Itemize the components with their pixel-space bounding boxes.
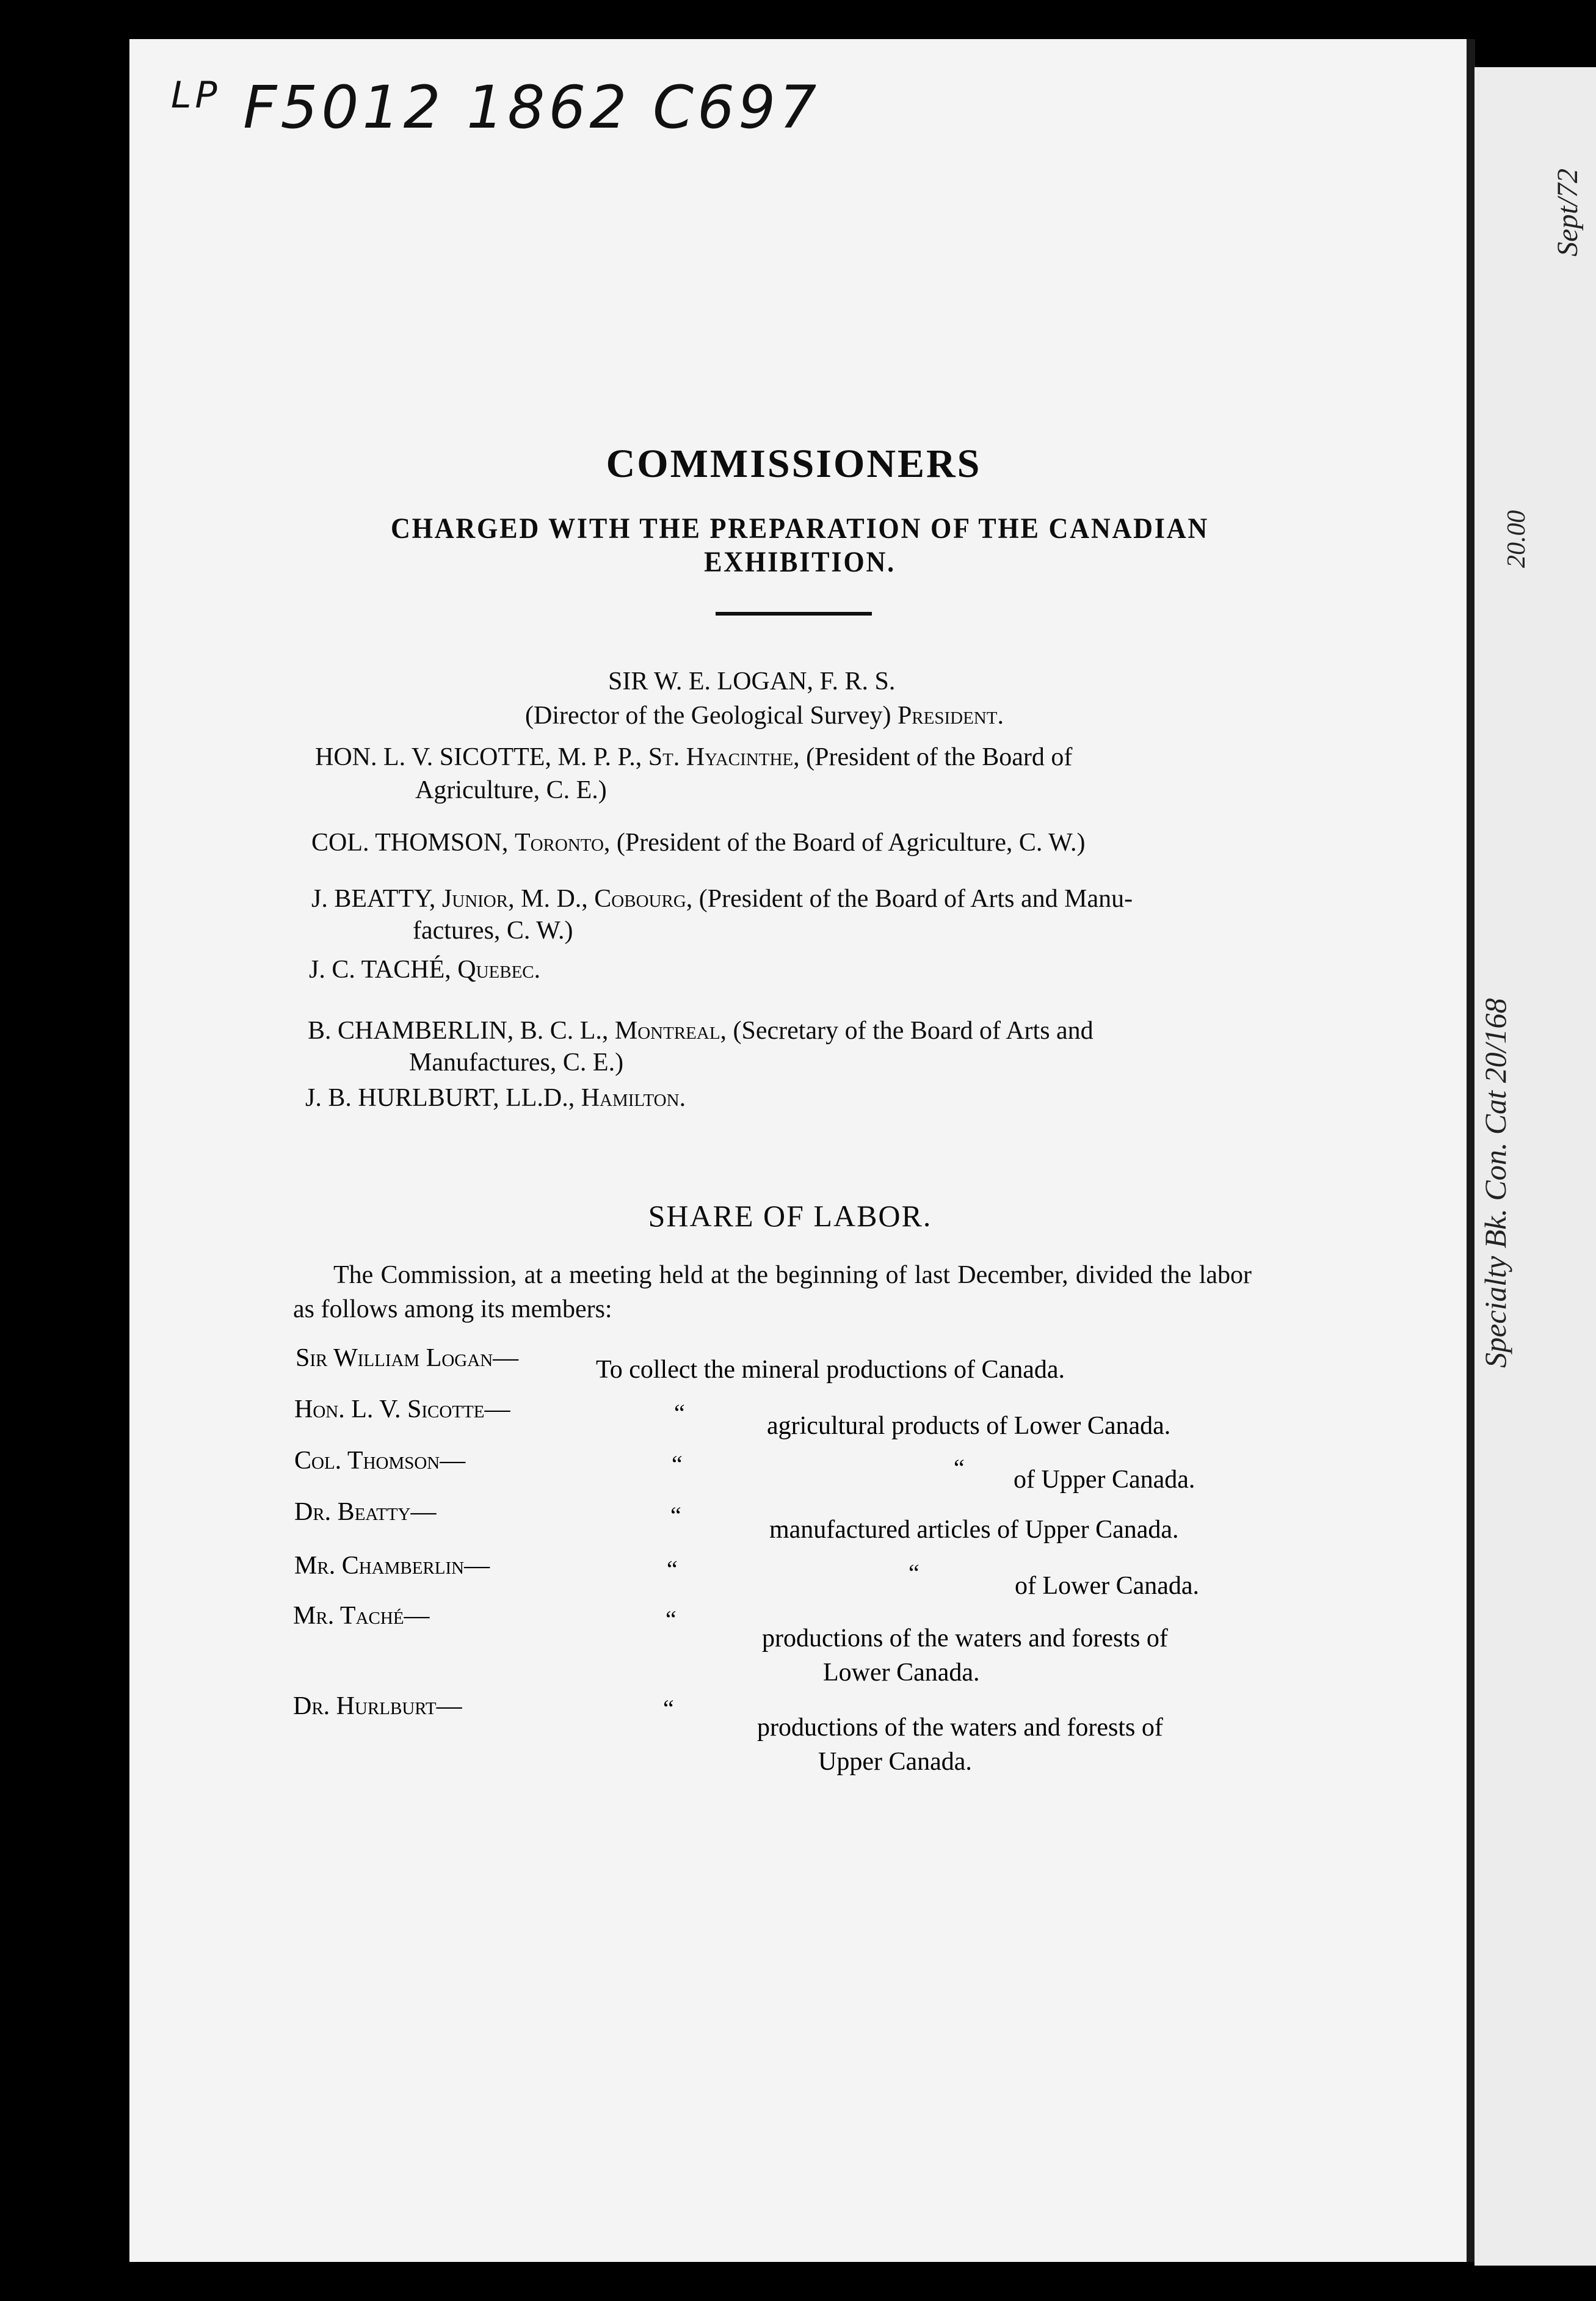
labor-assignment-cont: Lower Canada. <box>823 1659 980 1687</box>
ditto-mark: “ <box>666 1605 676 1633</box>
labor-member: Mr. Chamberlin— <box>294 1552 490 1580</box>
call-number-text: F5012 1862 C697 <box>243 73 821 142</box>
commissioner-name: J. BEATTY, <box>311 885 436 913</box>
commissioner-detail: (Secretary of the Board of Arts and <box>733 1017 1094 1045</box>
commissioner-place: Hamilton. <box>581 1084 686 1112</box>
commissioner-detail: (Director of the Geological Survey) <box>525 702 891 730</box>
intro-paragraph: The Commission, at a meeting held at the beginning of last December, divided the labor as follows among its members: <box>293 1261 1252 1323</box>
labor-assignment-cont: Upper Canada. <box>818 1748 972 1776</box>
labor-assignment: productions of the waters and forests of <box>762 1624 1168 1652</box>
commissioner-beatty <box>311 882 1133 916</box>
price-note: 20.00 <box>1503 510 1531 568</box>
ditto-mark: “ <box>663 1695 674 1722</box>
commissioner-name: J. B. HURLBURT, LL.D., <box>305 1084 575 1112</box>
commissioner-name: SIR W. E. LOGAN, F. R. S. <box>608 667 896 696</box>
commissioner-name: COL. THOMSON, <box>311 829 509 857</box>
catalog-note: Specialty Bk. Con. Cat 20/168 <box>1478 998 1512 1368</box>
commissioner-sicotte-cont <box>415 773 607 807</box>
labor-assignment: To collect the mineral productions of Canada. <box>596 1356 1065 1384</box>
commissioner-name: B. CHAMBERLIN, B. C. L., <box>308 1017 609 1045</box>
commissioner-logan-detail <box>525 699 1004 733</box>
commissioner-detail-cont: Agriculture, C. E.) <box>415 776 607 804</box>
labor-assignment: agricultural products of Lower Canada. <box>767 1412 1171 1440</box>
divider-rule <box>716 612 872 616</box>
commissioner-place: Toronto, <box>514 829 611 857</box>
ditto-mark: “ <box>909 1559 920 1587</box>
ditto-mark: “ <box>674 1399 685 1427</box>
commissioner-place: Junior, <box>441 885 515 913</box>
commissioner-beatty-cont <box>413 914 573 948</box>
ditto-mark: “ <box>667 1555 678 1583</box>
commissioner-name: HON. L. V. SICOTTE, M. P. P., <box>315 743 642 771</box>
ditto-mark: “ <box>670 1502 681 1529</box>
page-title: COMMISSIONERS <box>606 442 982 486</box>
commissioner-name: J. C. TACHÉ, <box>309 956 451 984</box>
labor-assignment: of Upper Canada. <box>1014 1466 1195 1494</box>
commissioner-detail-cont: factures, C. W.) <box>413 917 573 945</box>
call-number <box>171 73 820 142</box>
commissioner-tache <box>309 953 540 987</box>
commissioner-name-cont: M. D., <box>521 885 588 913</box>
labor-member: Hon. L. V. Sicotte— <box>294 1395 510 1423</box>
commissioner-logan <box>608 664 895 699</box>
page-edge-shadow <box>1467 39 1475 2262</box>
page-subtitle: CHARGED WITH THE PREPARATION OF THE CANADIAN EXHIBITION. <box>390 512 1210 578</box>
commissioner-place-cont: Cobourg, <box>594 885 693 913</box>
section-title: SHARE OF LABOR. <box>648 1199 932 1233</box>
labor-assignment: manufactured articles of Upper Canada. <box>769 1516 1179 1544</box>
commissioner-detail: (President of the Board of Arts and Manu- <box>698 885 1133 913</box>
labor-member: Sir William Logan— <box>296 1344 519 1372</box>
commissioner-detail: (President of the Board of Agriculture, C. W.) <box>616 829 1086 857</box>
commissioner-place: St. Hyacinthe, <box>648 743 800 771</box>
commissioner-chamberlin <box>308 1014 1094 1048</box>
labor-member: Col. Thomson— <box>294 1447 466 1475</box>
document-page <box>129 39 1467 2262</box>
date-note: Sept/72 <box>1551 169 1584 256</box>
commissioner-detail-cont: Manufactures, C. E.) <box>409 1049 624 1077</box>
labor-assignment: productions of the waters and forests of <box>757 1714 1163 1742</box>
commissioner-place: Quebec. <box>457 956 541 984</box>
labor-member: Mr. Taché— <box>293 1602 430 1630</box>
commissioner-place: Montreal, <box>614 1017 727 1045</box>
commissioner-detail: (President of the Board of <box>806 743 1073 771</box>
labor-assignment: of Lower Canada. <box>1015 1572 1200 1600</box>
call-number-prefix: LP <box>171 74 221 117</box>
labor-member: Dr. Hurlburt— <box>293 1692 462 1720</box>
commissioner-hurlburt <box>305 1081 686 1115</box>
commissioner-role: President. <box>897 702 1004 730</box>
ditto-mark: “ <box>954 1454 965 1481</box>
commissioner-chamberlin-cont <box>409 1045 623 1080</box>
commissioner-thomson <box>311 826 1085 860</box>
labor-member: Dr. Beatty— <box>294 1498 437 1526</box>
ditto-mark: “ <box>672 1450 683 1478</box>
commissioner-sicotte <box>315 740 1072 774</box>
